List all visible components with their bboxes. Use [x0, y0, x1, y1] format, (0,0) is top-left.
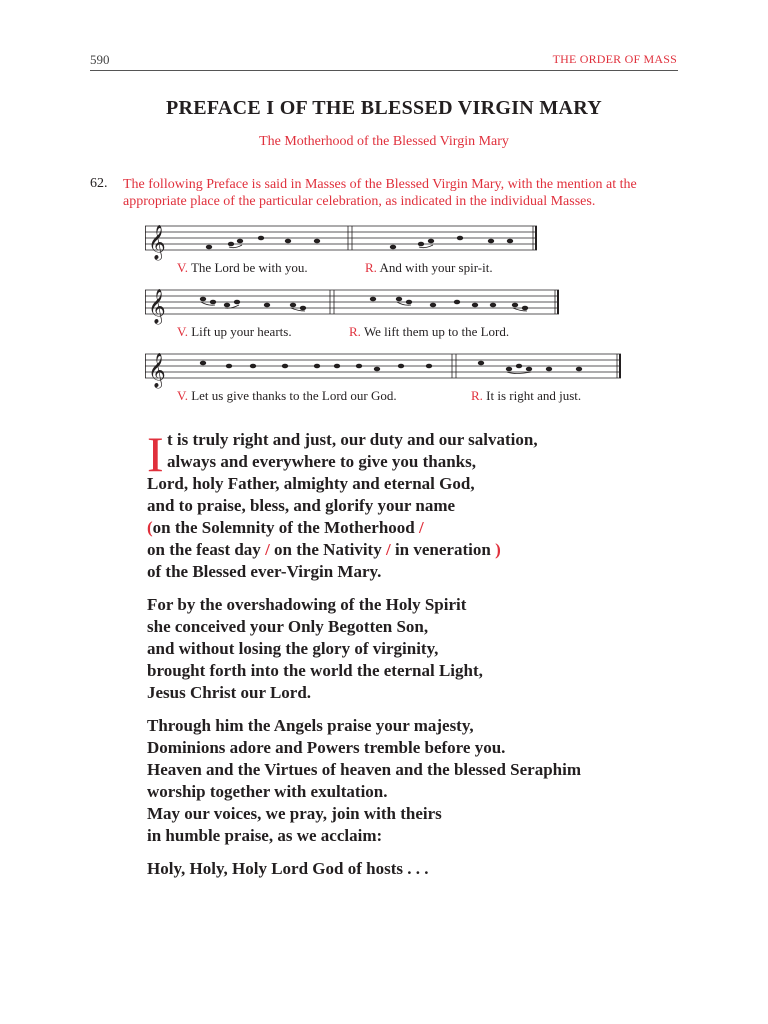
chant-line-3: [145, 350, 625, 412]
rubric-text: The following Preface is said in Masses of the Blessed Virgin Mary, with the mention at the appropriate place of the particular celebration, as indicated in the individual Masses.: [123, 177, 637, 209]
sanctus-line: Holy, Holy, Holy Lord God of hosts . . .: [147, 859, 429, 878]
prayer-line: Lord, holy Father, almighty and eternal God,: [147, 474, 475, 493]
dialogue-1-response: R. And with your spir-it.: [365, 260, 493, 275]
prayer-line: Through him the Angels praise your majesty,: [147, 716, 474, 735]
prayer-line: worship together with exultation.: [147, 782, 388, 801]
prayer-line: May our voices, we pray, join with theirs: [147, 804, 442, 823]
preface-prayer: [147, 426, 687, 891]
prayer-variant-line-1: (on the Solemnity of the Motherhood /: [147, 518, 424, 537]
prayer-line: Dominions adore and Powers tremble before you.: [147, 738, 506, 757]
header-rule: [90, 70, 678, 71]
prayer-line: t is truly right and just, our duty and our salvation,: [167, 430, 538, 449]
prayer-line: she conceived your Only Begotten Son,: [147, 617, 429, 636]
treble-clef-icon: 𝄞: [148, 289, 166, 324]
prayer-stanza-3: [147, 715, 687, 847]
dialogue-2-response: R. We lift them up to the Lord.: [349, 324, 510, 339]
running-head: THE ORDER OF MASS: [552, 52, 677, 66]
prayer-variant-line-2: on the feast day / on the Nativity / in veneration ): [147, 540, 501, 559]
dialogue-2-versicle: V. Lift up your hearts.: [177, 324, 292, 339]
page-title: PREFACE I OF THE BLESSED VIRGIN MARY: [165, 97, 603, 119]
drop-cap-initial: I: [147, 426, 164, 482]
prayer-sanctus: [147, 858, 687, 880]
prayer-line: Jesus Christ our Lord.: [147, 683, 312, 702]
staff-1: [145, 222, 625, 262]
dialogue-3-versicle: V. Let us give thanks to the Lord our God.: [177, 388, 397, 403]
chant-line-1: [145, 222, 625, 284]
prayer-line: brought forth into the world the eternal Light,: [147, 661, 483, 680]
prayer-line: of the Blessed ever-Virgin Mary.: [147, 562, 382, 581]
prayer-line: Heaven and the Virtues of heaven and the blessed Seraphim: [147, 760, 581, 779]
prayer-line: and to praise, bless, and glorify your name: [147, 496, 456, 515]
prayer-line: For by the overshadowing of the Holy Spirit: [147, 595, 467, 614]
rubric-number: 62.: [90, 176, 108, 191]
treble-clef-icon: 𝄞: [148, 353, 166, 388]
prayer-line: and without losing the glory of virginity,: [147, 639, 439, 658]
dialogue-3-response: R. It is right and just.: [471, 388, 582, 403]
prayer-line: always and everywhere to give you thanks,: [167, 452, 476, 471]
staff-2: [145, 286, 625, 326]
chant-line-2: [145, 286, 625, 348]
prayer-stanza-1: [147, 426, 687, 583]
prayer-stanza-2: [147, 594, 687, 704]
treble-clef-icon: 𝄞: [148, 225, 166, 260]
dialogue-1-versicle: V. The Lord be with you.: [177, 260, 308, 275]
page-number: 590: [90, 52, 110, 67]
page-subtitle: The Motherhood of the Blessed Virgin Mary: [259, 134, 509, 149]
staff-3: [145, 350, 625, 390]
prayer-line: in humble praise, as we acclaim:: [147, 826, 383, 845]
